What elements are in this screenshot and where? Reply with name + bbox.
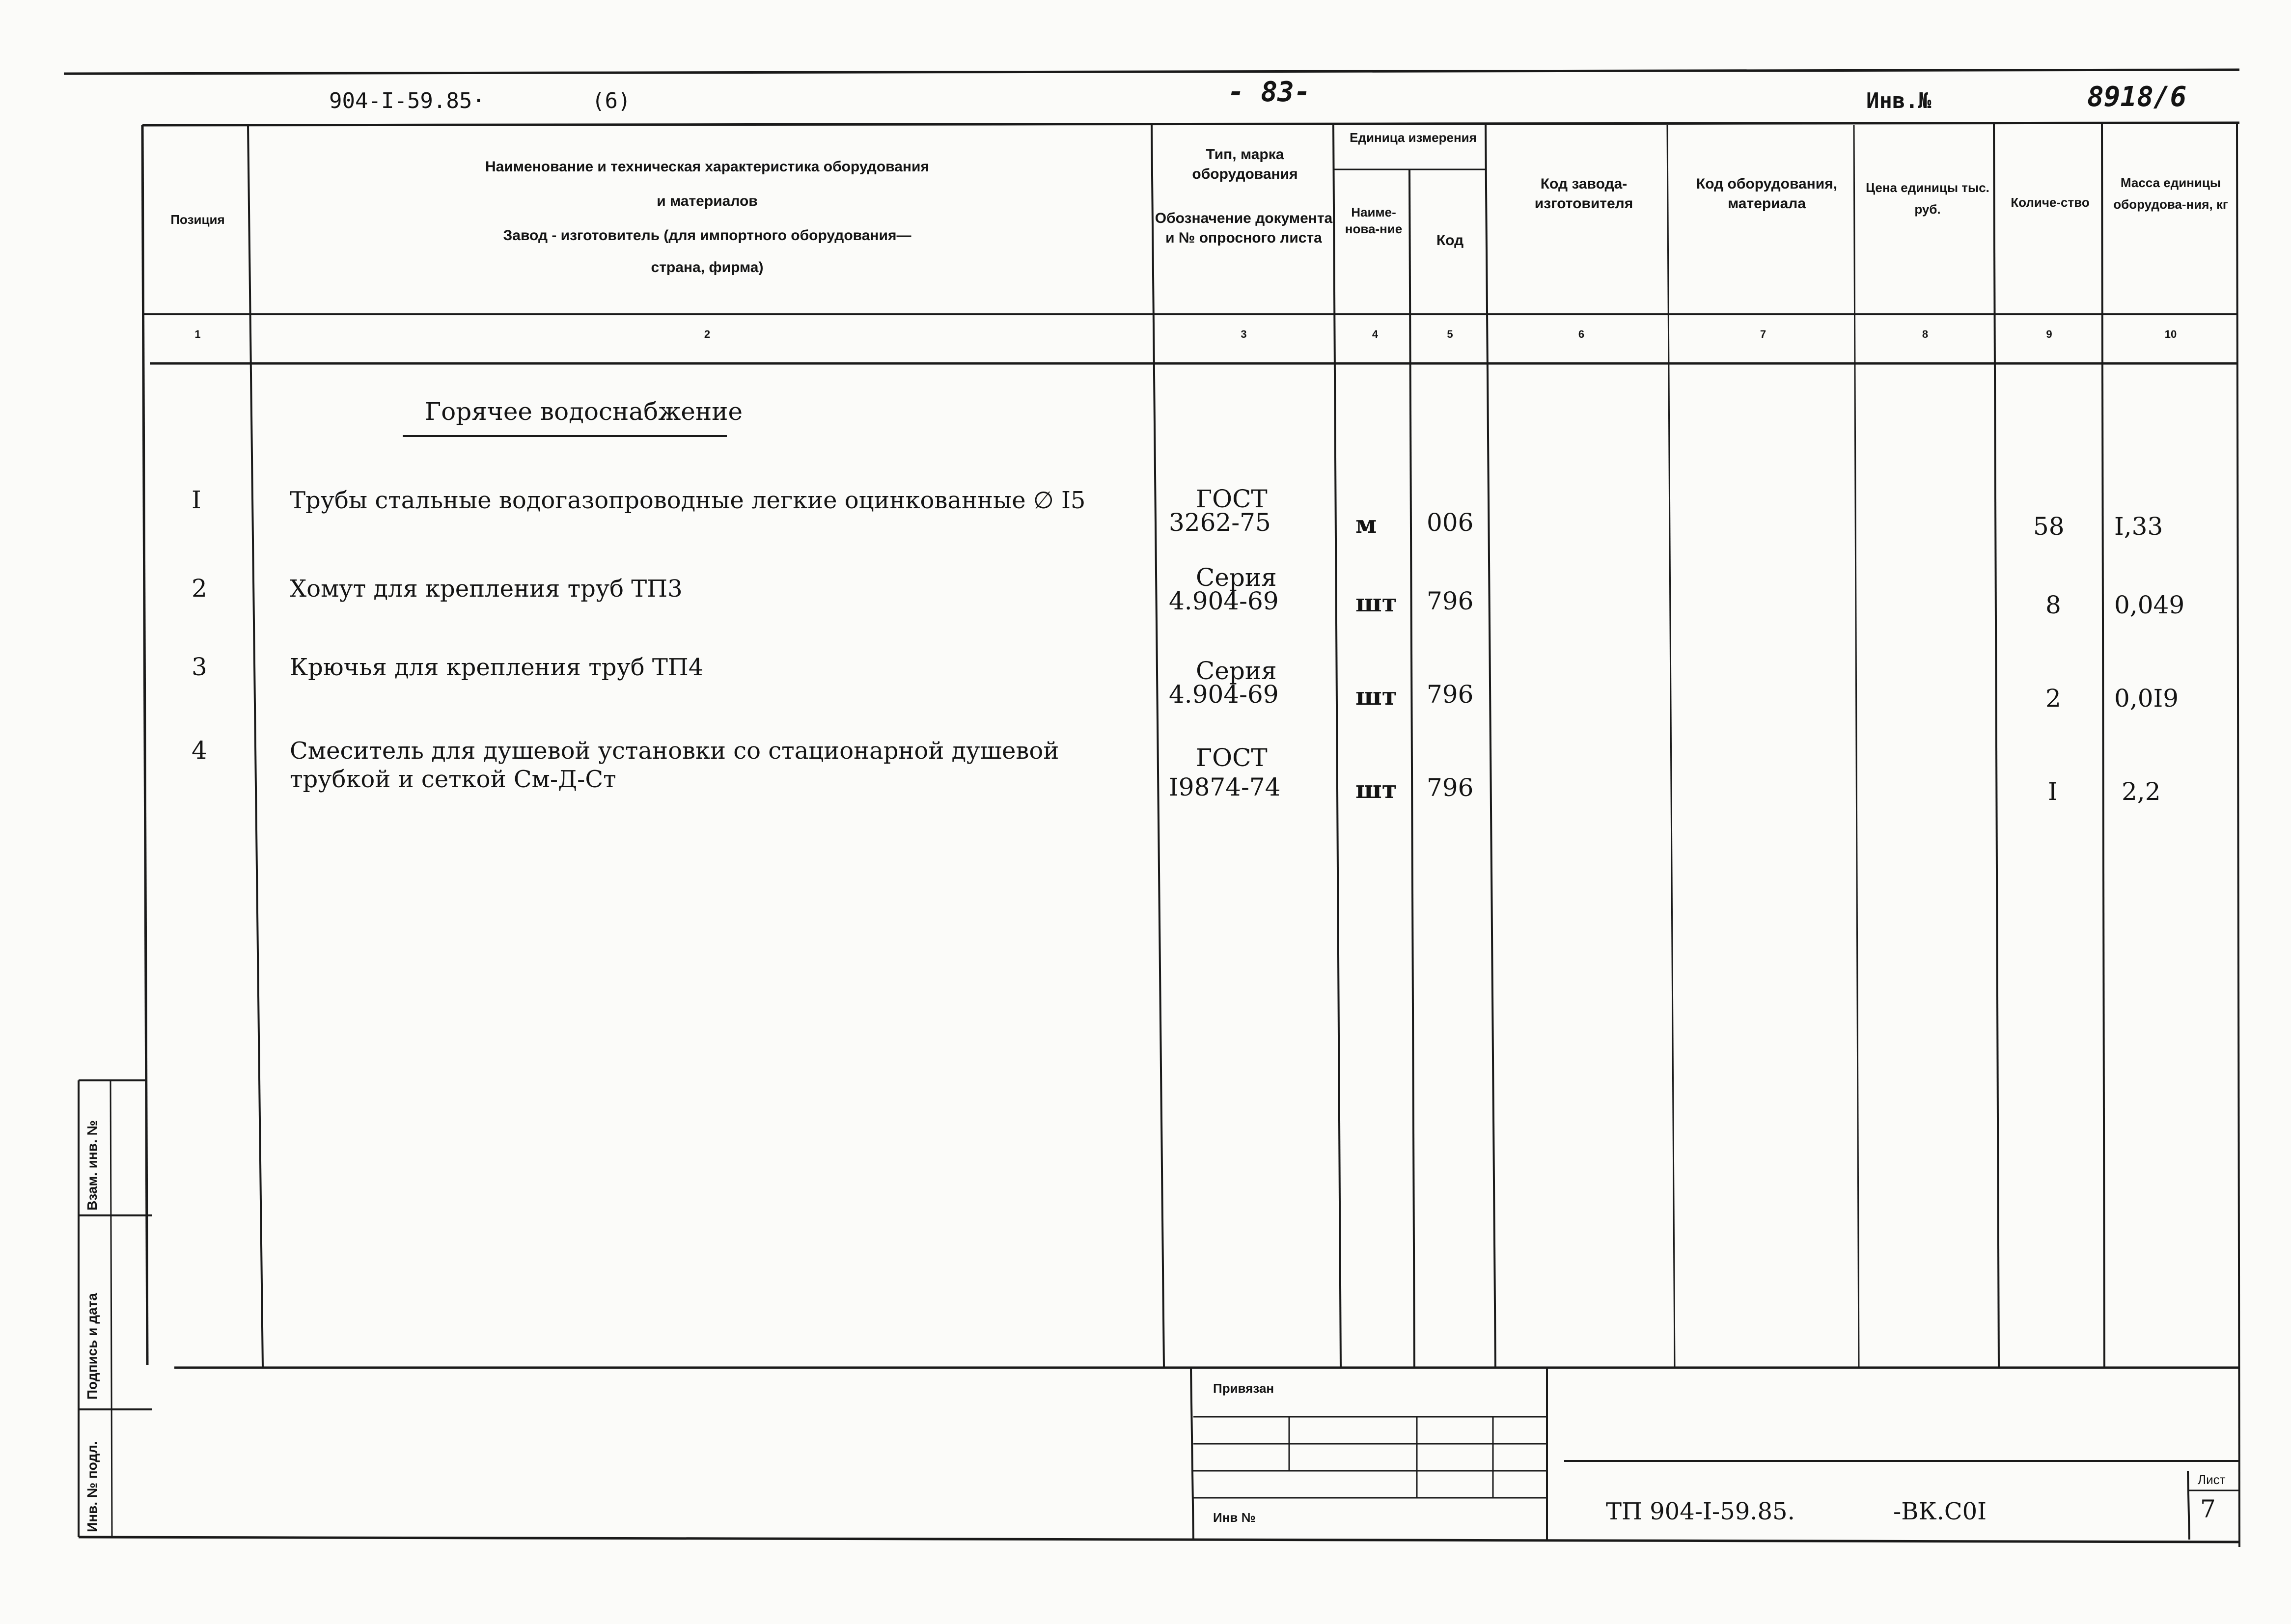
row-unit: м <box>1355 510 1377 539</box>
row-quantity: 58 <box>2033 512 2065 541</box>
colnum-8: 8 <box>1922 328 1929 340</box>
row-doc-line1: ГОСТ <box>1196 743 1268 772</box>
row-quantity: 2 <box>2045 684 2061 713</box>
archive-number: 8918/6 <box>2087 81 2187 113</box>
header-name-line3: Завод - изготовитель (для импортного оборудования— <box>503 227 911 244</box>
header-name-line2: и материалов <box>657 193 758 209</box>
row-mass: I,33 <box>2114 512 2163 541</box>
header-price: Цена единицы тыс. руб. <box>1866 180 1989 217</box>
inv-label: Инв.№ <box>1866 88 1932 113</box>
header-equip-code: Код оборудования, материала <box>1696 176 1838 212</box>
colnum-2: 2 <box>704 328 711 340</box>
colnum-10: 10 <box>2164 328 2177 340</box>
footer-doc-suffix: -ВК.С0I <box>1893 1498 1987 1525</box>
header-unit-code: Код <box>1436 232 1464 248</box>
side-label-inv-no-orig: Инв. № подл. <box>84 1441 100 1532</box>
row-doc-line2: I9874-74 <box>1169 773 1281 801</box>
row-doc-line2: 4.904-69 <box>1169 587 1279 615</box>
footer-doc-code: ТП 904-I-59.85. <box>1606 1498 1795 1525</box>
row-unit-code: 796 <box>1427 773 1474 802</box>
row-name: Трубы стальные водогазопроводные легкие оцинкованные ∅ I5 <box>290 487 1086 514</box>
side-label-replaces-inv: Взам. инв. № <box>84 1120 100 1211</box>
row-unit-code: 796 <box>1427 587 1474 615</box>
header-factory-code: Код завода-изготовителя <box>1534 176 1633 212</box>
doc-subnumber: (6) <box>592 88 631 113</box>
row-unit: шт <box>1355 588 1397 617</box>
row-unit: шт <box>1355 775 1397 804</box>
row-name: Смеситель для душевой установки со стационарной душевой трубкой и сеткой См-Д-Ст <box>290 737 1059 793</box>
row-doc-line2: 4.904-69 <box>1169 680 1279 709</box>
row-mass: 2,2 <box>2122 777 2161 806</box>
header-doc: Обозначение документа и № опросного листа <box>1155 210 1333 246</box>
sheet-label: Лист <box>2198 1472 2226 1487</box>
header-unit-name: Наиме-нова-ние <box>1345 205 1403 236</box>
row-unit-code: 006 <box>1427 508 1474 537</box>
side-label-signature-date: Подпись и дата <box>84 1293 100 1400</box>
row-position: 2 <box>192 574 207 603</box>
colnum-4: 4 <box>1372 328 1379 340</box>
doc-number: 904-I-59.85· <box>329 88 485 113</box>
bound-label: Привязан <box>1213 1381 1274 1396</box>
row-doc-line1: Серия <box>1196 563 1277 592</box>
header-type: Тип, марка оборудования <box>1192 146 1298 182</box>
colnum-3: 3 <box>1241 328 1247 340</box>
row-position: 4 <box>192 736 207 765</box>
header-mass: Масса единицы оборудова-ния, кг <box>2113 175 2228 212</box>
colnum-5: 5 <box>1447 328 1453 340</box>
sheet-number: 7 <box>2200 1495 2216 1523</box>
page-marker: - 83- <box>1228 76 1311 108</box>
row-mass: 0,0I9 <box>2114 684 2179 713</box>
row-doc-line1: ГОСТ <box>1196 485 1268 513</box>
header-position: Позиция <box>170 212 225 227</box>
header-name-line1: Наименование и техническая характеристика оборудования <box>485 159 929 175</box>
row-doc-line2: 3262-75 <box>1169 508 1271 537</box>
row-name: Хомут для крепления труб ТП3 <box>290 575 683 603</box>
colnum-6: 6 <box>1578 328 1585 340</box>
inv-no-label: Инв № <box>1213 1510 1256 1525</box>
row-quantity: I <box>2048 777 2058 806</box>
row-unit-code: 796 <box>1427 680 1474 709</box>
row-doc-line1: Серия <box>1196 657 1277 685</box>
header-unit-group: Единица измерения <box>1350 130 1477 145</box>
row-position: 3 <box>192 653 207 681</box>
header-quantity: Количе-ство <box>2011 195 2090 210</box>
colnum-1: 1 <box>194 328 201 340</box>
section-title: Горячее водоснабжение <box>425 397 743 426</box>
row-mass: 0,049 <box>2114 591 2185 619</box>
row-unit: шт <box>1355 682 1397 711</box>
header-name-line4: страна, фирма) <box>651 259 764 275</box>
row-position: I <box>192 486 201 514</box>
row-name: Крючья для крепления труб ТП4 <box>290 654 704 681</box>
row-quantity: 8 <box>2045 591 2061 619</box>
colnum-7: 7 <box>1760 328 1767 340</box>
colnum-9: 9 <box>2046 328 2052 340</box>
